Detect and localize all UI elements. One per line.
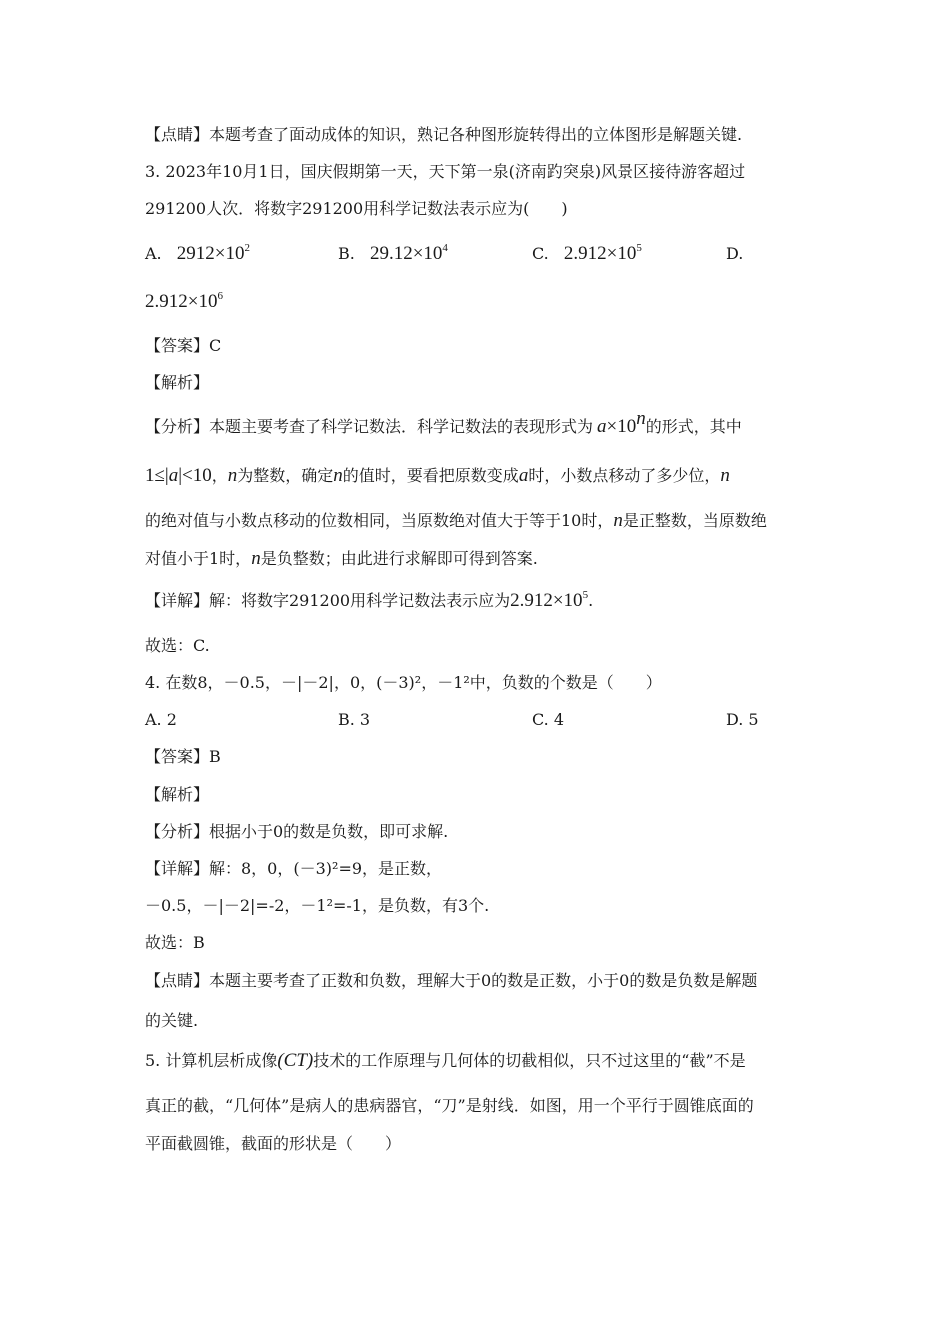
analysis-3-line-1: 【分析】本题主要考查了科学记数法．科学记数法的表现形式为 $a\times 10^n$的形式，其中 [145, 408, 742, 437]
dianjing-4-line-2: 的关键. [145, 1011, 199, 1030]
analysis-3-line-3: 的绝对值与小数点移动的位数相同，当原数绝对值大于等于10时，n是正整数，当原数绝 [145, 510, 767, 531]
answer-4: 【答案】B [145, 747, 221, 766]
question-4-stem: 4. 在数8，－0.5，－|－2|，0，(－3)²，－1²中，负数的个数是（ ） [145, 673, 662, 692]
detail-4-line-1: 【详解】解：8，0，(－3)²=9，是正数， [145, 859, 443, 878]
question-5-stem-end: 平面截圆锥，截面的形状是（ ） [145, 1134, 402, 1153]
question-5-stem: 5. 计算机层析成像(CT)技术的工作原理与几何体的切截相似，只不过这里的“截”不是 [145, 1050, 746, 1071]
option-c: C. $2.912\times 10^5$ [532, 242, 642, 264]
option-d-value: $2.912\times 10^6$ [145, 290, 223, 312]
option-a: A. 2 [145, 710, 177, 729]
answer-3: 【答案】C [145, 336, 222, 355]
detail-4-line-2: －0.5，－|－2|=-2，－1²=-1，是负数，有3个. [145, 896, 490, 915]
option-d: D. 5 [726, 710, 759, 729]
analysis-heading-4: 【解析】 [145, 785, 210, 804]
dianjing-paragraph: 【点睛】本题考查了面动成体的知识，熟记各种图形旋转得出的立体图形是解题关键. [145, 125, 743, 144]
dianjing-4-line-1: 【点睛】本题主要考查了正数和负数，理解大于0的数是正数，小于0的数是负数是解题 [145, 971, 758, 990]
option-b: B. 3 [338, 710, 371, 729]
analysis-4: 【分析】根据小于0的数是负数，即可求解. [145, 822, 449, 841]
analysis-heading-3: 【解析】 [145, 373, 210, 392]
option-b: B. $29.12\times 10^4$ [338, 242, 448, 264]
option-d-label: D. [726, 244, 744, 263]
question-3-stem-cont: 291200人次．将数字291200用科学记数法表示应为( ) [145, 199, 568, 218]
option-a: A. $2912\times 10^2$ [145, 242, 250, 264]
detail-3: 【详解】解：将数字291200用科学记数法表示应为$2.912\times 10^5$. [145, 589, 594, 611]
question-5-stem-cont: 真正的截，“几何体”是病人的患病器官，“刀”是射线．如图，用一个平行于圆锥底面的 [145, 1096, 754, 1115]
analysis-3-line-4: 对值小于1时，n是负整数；由此进行求解即可得到答案. [145, 548, 538, 569]
option-c: C. 4 [532, 710, 565, 729]
analysis-3-line-2: 1≤|a|<10，n为整数，确定n的值时，要看把原数变成a时，小数点移动了多少位，n [145, 465, 730, 486]
choose-4: 故选：B [145, 933, 205, 952]
choose-3: 故选：C. [145, 636, 210, 655]
question-3-stem: 3. 2023年10月1日，国庆假期第一天，天下第一泉(济南趵突泉)风景区接待游客超过 [145, 162, 746, 181]
